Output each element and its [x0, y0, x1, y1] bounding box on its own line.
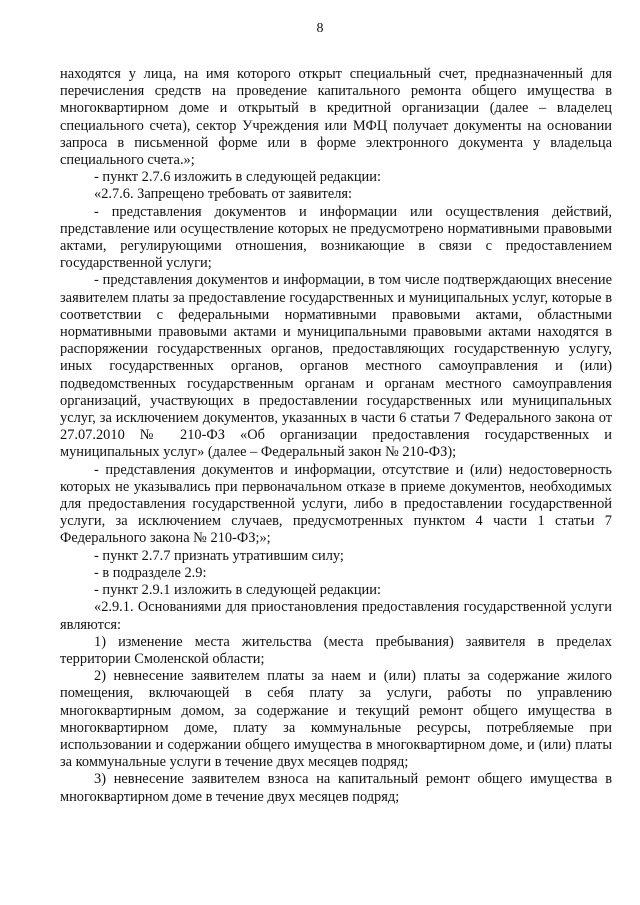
paragraph-10: «2.9.1. Основаниями для приостановления предоставления государственной услуги являются:	[60, 599, 612, 633]
paragraph-2: - пункт 2.7.6 изложить в следующей редакции:	[94, 169, 381, 186]
document-body	[60, 66, 612, 806]
paragraph-7: - пункт 2.7.7 признать утратившим силу;	[94, 547, 344, 564]
page-number: 8	[316, 21, 324, 36]
paragraph-11: 1) изменение места жительства (места пребывания) заявителя в пределах территории Смоленской области;	[60, 633, 612, 667]
paragraph-12: 2) невнесение заявителем платы за наем и (или) платы за содержание жилого помещения, включающей в себя плату за услуги, работы по управлению многоквартирным домом, за содержание и текущий ремонт общего имущества в многоквартирном доме, плату за коммунальные ресурсы, потребляемые при использовании и содержании общего имущества в многоквартирном доме, и (или) платы за коммунальные услуги в течение двух месяцев подряд;	[60, 668, 612, 771]
paragraph-13: 3) невнесение заявителем взноса на капитальный ремонт общего имущества в многоквартирном доме в течение двух месяцев подряд;	[60, 771, 612, 805]
paragraph-9: - пункт 2.9.1 изложить в следующей редакции:	[94, 582, 381, 599]
paragraph-8: - в подразделе 2.9:	[94, 564, 207, 581]
paragraph-3: «2.7.6. Запрещено требовать от заявителя:	[94, 186, 353, 203]
paragraph-4: - представления документов и информации или осуществления действий, представление или осуществление которых не предусмотрено нормативными правовыми актами, регулирующими отношения, возникающие в связи с предоставлением государственной услуги;	[60, 203, 612, 272]
paragraph-5: - представления документов и информации, в том числе подтверждающих внесение заявителем платы за предоставление государственных и муниципальных услуг, которые в соответствии с федеральными нормативными правовыми актами, областными нормативными правовыми актами и муниципальными правовыми актами находятся в распоряжении государственных органов, предоставляющих государственную услугу, иных государственных органов, органов местного самоуправления и (или) подведомственных государственным органам и органам местного самоуправления организаций, участвующих в предоставлении государственных или муниципальных услуг, за исключением документов, указанных в части 6 статьи 7 Федерального закона от 27.07.2010 № 210-ФЗ «Об организации предоставления государственных и муниципальных услуг» (далее – Федеральный закон № 210-ФЗ);	[60, 272, 612, 461]
paragraph-6: - представления документов и информации, отсутствие и (или) недостоверность которых не указывались при первоначальном отказе в приеме документов, необходимых для предоставления государственной услуги, либо в предоставлении государственной услуги, за исключением случаев, предусмотренных пунктом 4 части 1 статьи 7 Федерального закона № 210-ФЗ;»;	[60, 461, 612, 547]
paragraph-1: находятся у лица, на имя которого открыт специальный счет, предназначенный для перечисления средств на проведение капитального ремонта общего имущества в многоквартирном доме и открытый в кредитной организации (далее – владелец специального счета), сектор Учреждения или МФЦ получает документы на основании запроса в письменной форме или в форме электронного документа у владельца специального счета.»;	[60, 66, 612, 169]
